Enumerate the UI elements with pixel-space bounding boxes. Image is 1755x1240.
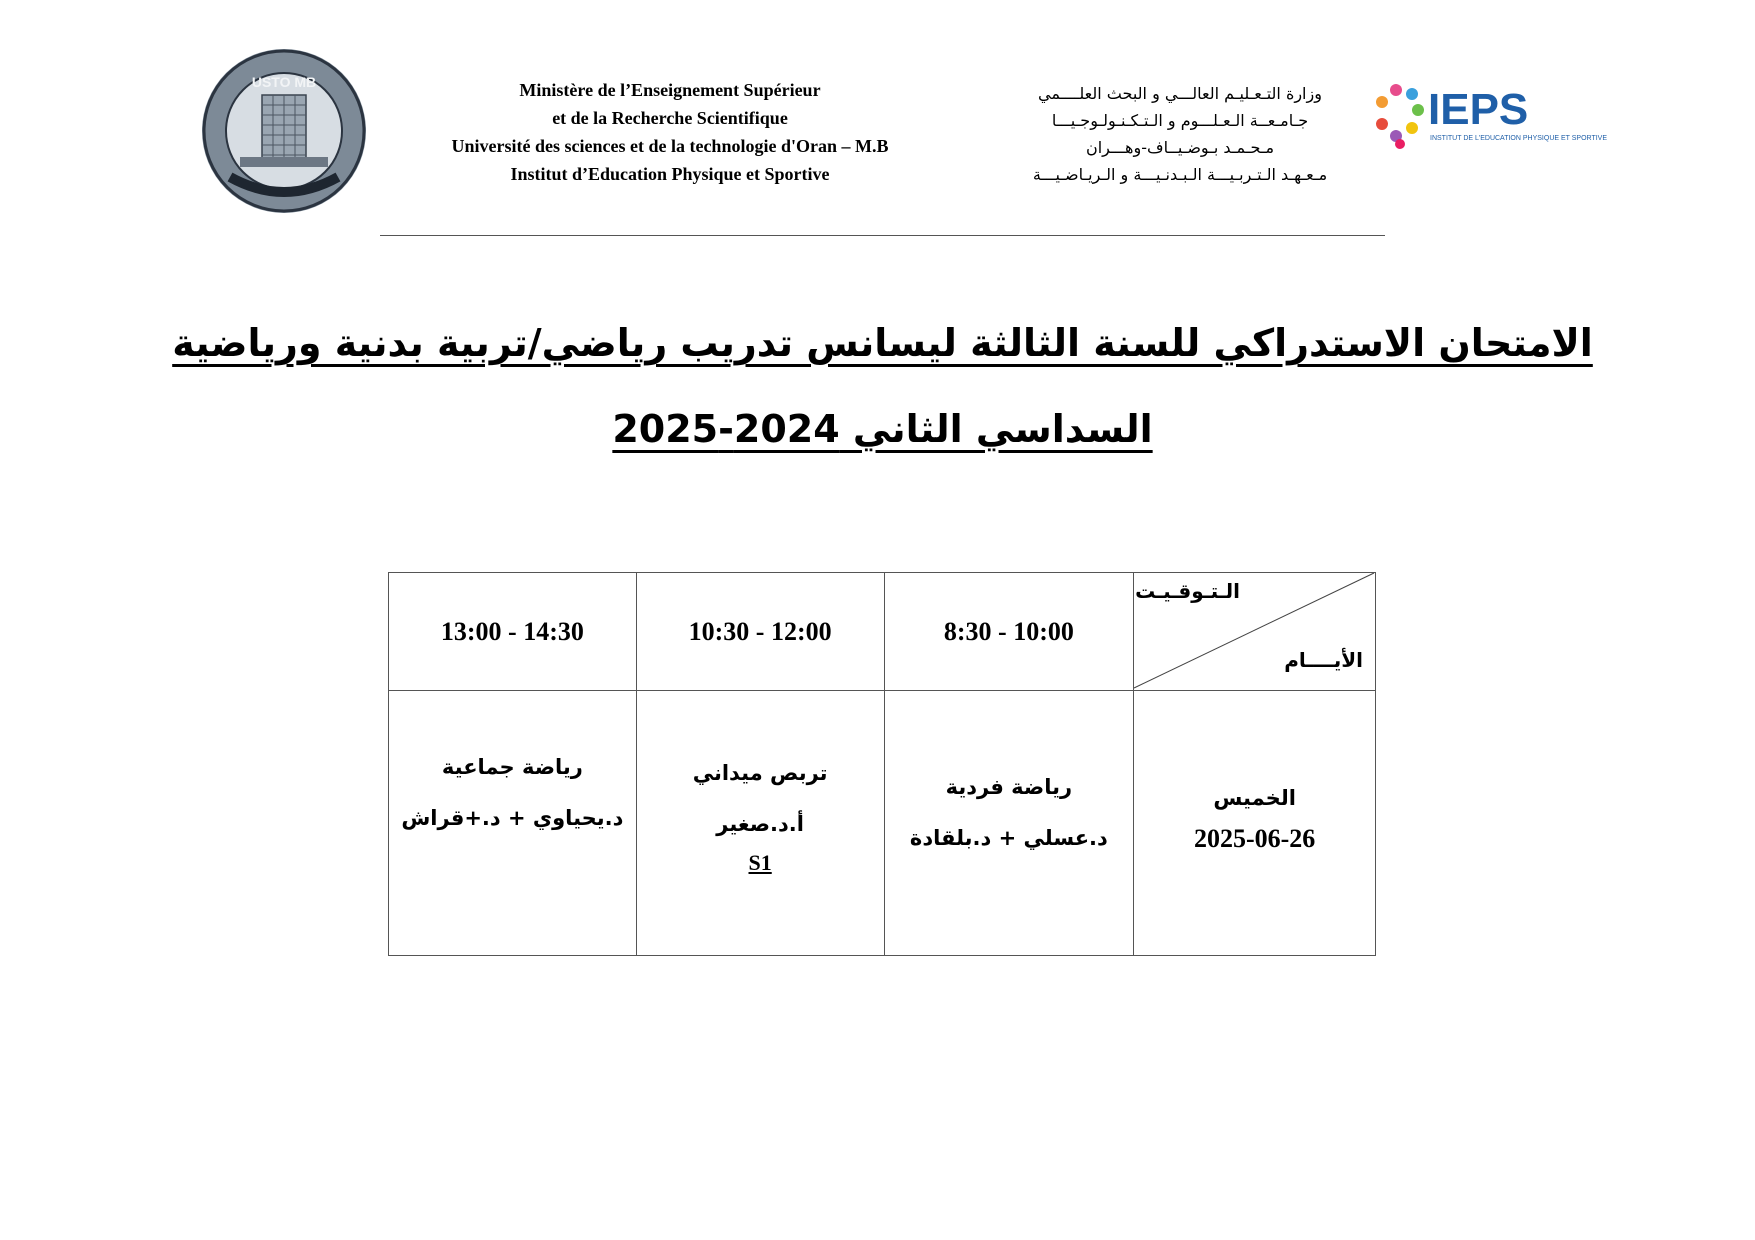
corner-label-time: الـتـوقـيـت [1135,579,1240,603]
svg-text:IEPS: IEPS [1428,85,1529,134]
day-cell [1134,691,1376,956]
slot-3-subject: رياضة جماعية [441,755,583,779]
day-name: الخميس [1213,785,1296,810]
university-line-ar: جـامـعــة الـعـلـــوم و الـتـكـنـولـوجـيـــا [1051,111,1309,130]
institute-line-ar: مـعـهـد الـتـربـيـــة الـبـدنـيـــة و الـريـاضـيـــة [1032,165,1328,184]
time-slot-3: 13:00 - 14:30 [389,573,637,691]
corner-header-cell [1134,573,1376,691]
document-title [150,300,1615,472]
slot-cell-1 [884,691,1134,956]
corner-label-days: الأيــــام [1284,648,1363,672]
table-header-row [389,573,1376,691]
time-slot-2: 10:30 - 12:00 [636,573,884,691]
slot-2-subject: تربص ميداني [692,761,828,785]
city-line-ar: مـحـمـد بـوضـيــاف-وهـــران [1085,138,1275,157]
usto-logo [200,47,368,215]
ministry-line-fr: Ministère de l’Enseignement Supérieur [519,80,821,100]
slot-cell-2 [636,691,884,956]
slot-2-room: S1 [748,850,772,875]
slot-2-teachers: أ.د.صغير [716,812,804,836]
research-line-fr: et de la Recherche Scientifique [552,108,788,128]
ieps-logo [1370,80,1608,160]
svg-text:USTO MB: USTO MB [251,74,317,90]
table-row [389,691,1376,956]
institute-line-fr: Institut d’Education Physique et Sportive [510,164,830,184]
slot-1-teachers: د.عسلي + د.بلقادة [909,826,1108,850]
exam-schedule-table [388,572,1376,956]
title-line-2: السداسي الثاني 2024-2025 [612,407,1153,451]
title-line-1: الامتحان الاستدراكي للسنة الثالثة ليسانس تدريب رياضي/تربية بدنية ورياضية [172,321,1593,365]
svg-text:INSTITUT DE L'EDUCATION PHYSIQ: INSTITUT DE L'EDUCATION PHYSIQUE ET SPORTIVE [1430,135,1608,142]
french-header [400,76,940,188]
time-slot-1: 8:30 - 10:00 [884,573,1134,691]
university-line-fr: Université des sciences et de la technologie d'Oran – M.B [451,136,889,156]
slot-3-teachers: د.يحياوي + د.+قراش [401,806,624,830]
header-divider [380,235,1385,236]
ministry-line-ar: وزارة التـعـليـم العالـــي و البحث العلــــمي [1038,84,1322,103]
day-date: 2025-06-26 [1193,823,1316,853]
slot-cell-3 [389,691,637,956]
slot-1-subject: رياضة فردية [945,775,1073,799]
arabic-header [985,80,1375,188]
